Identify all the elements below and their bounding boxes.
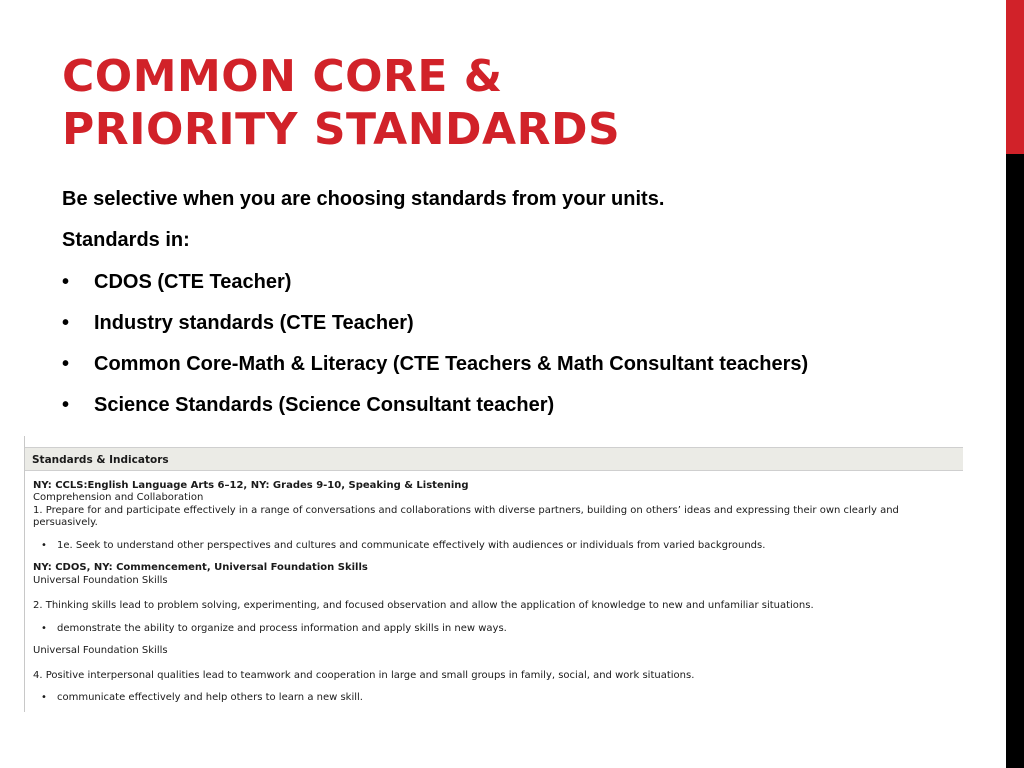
slide-title-line-1: COMMON CORE & <box>62 51 503 102</box>
list-item-text: Industry standards (CTE Teacher) <box>94 311 414 334</box>
sidebar-accent-bar-red <box>1006 0 1024 154</box>
section-subheading: Universal Foundation Skills <box>33 575 168 586</box>
section-heading: NY: CDOS, NY: Commencement, Universal Foundation Skills <box>33 562 368 573</box>
list-item-text: CDOS (CTE Teacher) <box>94 270 292 293</box>
sub-item <box>41 692 957 705</box>
bullet-icon: • <box>41 540 47 551</box>
section-subheading: Universal Foundation Skills <box>33 645 168 656</box>
bullet-icon: • <box>62 270 70 293</box>
sub-item-text: communicate effectively and help others to learn a new skill. <box>57 692 363 703</box>
bullet-icon: • <box>62 311 70 334</box>
slide-title <box>62 50 962 156</box>
sub-item-text: 1e. Seek to understand other perspectives and cultures and communicate effectively with audiences or individuals from varied backgrounds. <box>57 540 766 551</box>
sub-item <box>41 540 957 553</box>
list-item <box>62 308 962 349</box>
standards-header: Standards & Indicators <box>25 447 963 471</box>
bullet-icon: • <box>41 623 47 634</box>
standard-item-line: 2. Thinking skills lead to problem solving, experimenting, and focused observation and allow the application of knowledge to new and unfamiliar situations. <box>33 600 814 611</box>
sub-item <box>41 623 957 636</box>
standards-list <box>62 267 962 432</box>
standards-screenshot <box>24 436 963 712</box>
sub-item-text: demonstrate the ability to organize and process information and apply skills in new ways. <box>57 623 507 634</box>
standard-item-line: persuasively. <box>33 517 98 528</box>
section-subheading: Comprehension and Collaboration <box>33 492 204 503</box>
standard-item-line: 1. Prepare for and participate effectively in a range of conversations and collaborations with diverse partners, building on others’ ideas and expressing their own clearly and <box>33 505 899 516</box>
slide-title-line-2: PRIORITY STANDARDS <box>62 104 621 155</box>
list-item <box>62 267 962 308</box>
list-item-text: Science Standards (Science Consultant teacher) <box>94 394 555 417</box>
intro-text: Be selective when you are choosing standards from your units. <box>62 188 665 210</box>
sidebar-accent-bar-black <box>1006 154 1024 768</box>
bullet-icon: • <box>62 353 70 376</box>
standard-item-line: 4. Positive interpersonal qualities lead to teamwork and cooperation in large and small groups in family, social, and work situations. <box>33 670 695 681</box>
list-item <box>62 390 962 431</box>
list-item <box>62 349 962 390</box>
list-item-text: Common Core-Math & Literacy (CTE Teachers & Math Consultant teachers) <box>94 353 809 376</box>
bullet-icon: • <box>41 692 47 703</box>
standards-label: Standards in: <box>62 229 190 252</box>
bullet-icon: • <box>62 394 70 417</box>
section-heading: NY: CCLS:English Language Arts 6–12, NY: Grades 9-10, Speaking & Listening <box>33 480 469 491</box>
slide-body <box>62 184 962 432</box>
